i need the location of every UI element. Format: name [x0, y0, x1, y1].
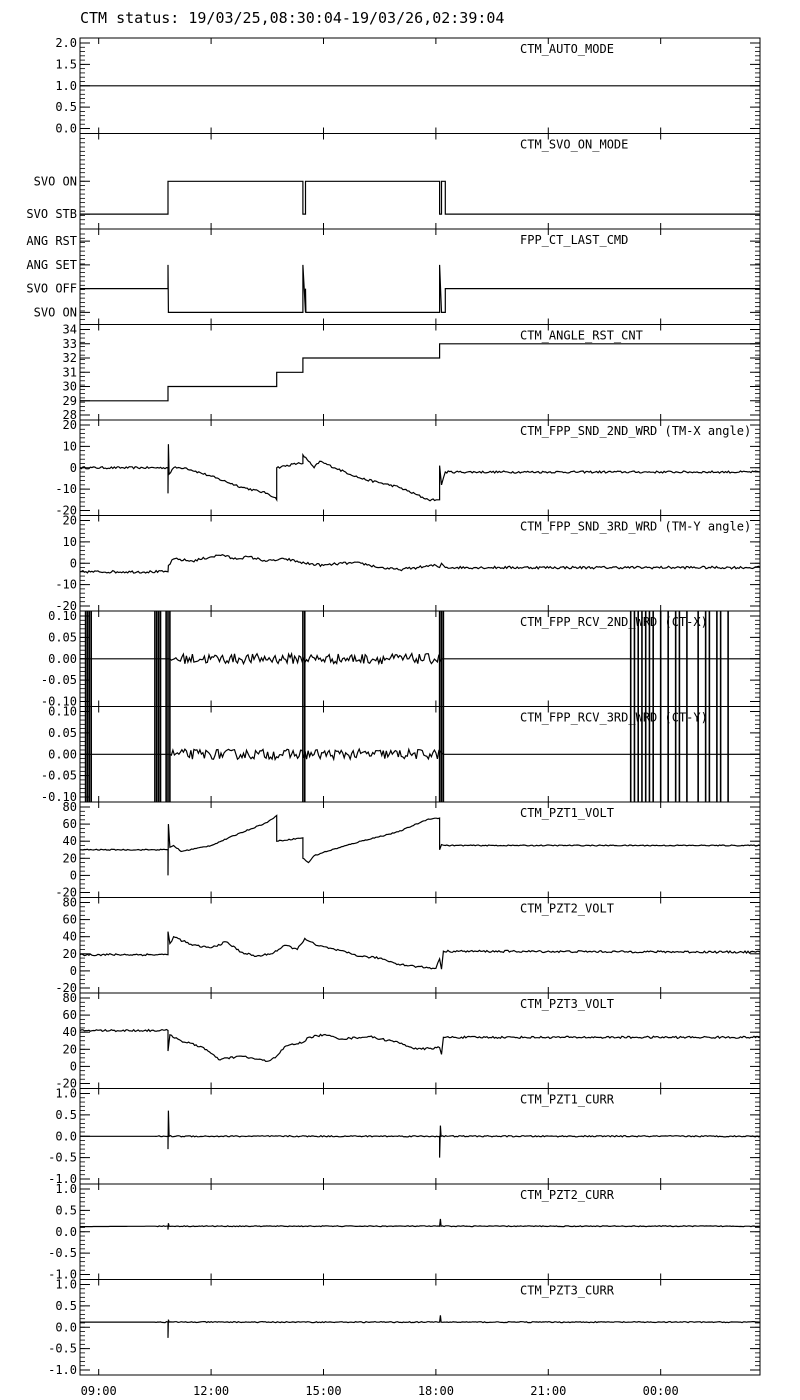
- y-tick-label: -1.0: [48, 1172, 77, 1186]
- panel-label: CTM_PZT1_CURR: [520, 1092, 614, 1107]
- y-tick-label: 0.0: [55, 121, 77, 136]
- y-tick-label: 33: [62, 336, 77, 351]
- y-tick-label: 20: [62, 418, 77, 432]
- y-tick-label: 20: [62, 1042, 77, 1057]
- y-tick-label: SVO ON: [33, 174, 77, 189]
- y-tick-label: SVO STB: [26, 207, 77, 222]
- panel-frame-2: [80, 229, 760, 325]
- y-tick-label: 1.0: [55, 1182, 77, 1196]
- x-tick-label: 21:00: [530, 1384, 567, 1398]
- x-tick-label: 15:00: [305, 1384, 342, 1398]
- y-tick-label: 80: [62, 800, 77, 814]
- panel-frame-8: [80, 802, 760, 898]
- y-tick-label: 60: [62, 912, 77, 927]
- y-tick-label: -20: [55, 1076, 77, 1091]
- y-tick-label: -0.10: [40, 694, 77, 709]
- panel-frame-12: [80, 1184, 760, 1280]
- panel-label: CTM_PZT2_CURR: [520, 1188, 614, 1202]
- y-tick-label: 0.5: [55, 1203, 77, 1218]
- panel-label: CTM_PZT3_CURR: [520, 1283, 614, 1298]
- y-tick-label: -0.05: [40, 768, 77, 783]
- y-tick-label: 0.0: [55, 1320, 77, 1335]
- y-tick-label: 0.05: [48, 725, 77, 740]
- y-tick-label: 0.00: [48, 747, 77, 762]
- panel-label: FPP_CT_LAST_CMD: [520, 233, 629, 247]
- y-tick-label: 40: [62, 1025, 77, 1040]
- series-line: [80, 344, 760, 401]
- panel-label: CTM_PZT1_VOLT: [520, 806, 614, 820]
- y-tick-label: -0.10: [40, 790, 77, 804]
- panel-frame-9: [80, 898, 760, 994]
- x-tick-label: 00:00: [642, 1384, 679, 1398]
- y-tick-label: 0.5: [55, 100, 77, 115]
- panel-label: CTM_FPP_RCV_3RD_WRD (CT-Y): [520, 710, 708, 725]
- y-tick-label: 1.0: [55, 1086, 77, 1101]
- y-tick-label: 0.5: [55, 1298, 77, 1313]
- series-line: [80, 444, 760, 501]
- series-line: [80, 654, 760, 664]
- panel-frame-10: [80, 993, 760, 1089]
- panel-label: CTM_ANGLE_RST_CNT: [520, 328, 643, 343]
- y-tick-label: 0.00: [48, 651, 77, 666]
- y-tick-label: 30: [62, 379, 77, 394]
- y-tick-label: 10: [62, 534, 77, 549]
- y-tick-label: -0.5: [48, 1246, 77, 1261]
- series-line: [80, 181, 760, 214]
- y-tick-label: 0.0: [55, 1224, 77, 1239]
- y-tick-label: 40: [62, 929, 77, 944]
- panel-label: CTM_FPP_SND_2ND_WRD (TM-X angle): [520, 424, 752, 438]
- panel-frame-13: [80, 1280, 760, 1376]
- series-line: [80, 1111, 760, 1158]
- y-tick-label: -0.05: [40, 673, 77, 688]
- y-tick-label: -1.0: [48, 1363, 77, 1377]
- page-title: CTM status: 19/03/25,08:30:04-19/03/26,02:39:04: [80, 9, 505, 27]
- y-tick-label: -0.5: [48, 1150, 77, 1165]
- y-tick-label: 1.0: [55, 1277, 77, 1292]
- y-tick-label: -20: [55, 503, 77, 518]
- y-tick-label: ANG SET: [26, 257, 77, 272]
- y-tick-label: -20: [55, 981, 77, 995]
- y-tick-label: -20: [55, 599, 77, 613]
- series-line: [80, 1219, 760, 1230]
- series-line: [80, 932, 760, 970]
- y-tick-label: 34: [62, 322, 77, 337]
- y-tick-label: 31: [62, 365, 77, 380]
- y-tick-label: 2.0: [55, 36, 77, 50]
- y-tick-label: 0.10: [48, 704, 77, 719]
- y-tick-label: -10: [55, 577, 77, 592]
- y-tick-label: 0.0: [55, 1129, 77, 1144]
- series-line: [80, 816, 760, 876]
- y-tick-label: 0: [69, 556, 77, 571]
- y-tick-label: 0.05: [48, 630, 77, 645]
- y-tick-label: 0.5: [55, 1107, 77, 1122]
- y-tick-label: -0.5: [48, 1341, 77, 1356]
- y-tick-label: 1.5: [55, 57, 77, 72]
- panel-label: CTM_PZT2_VOLT: [520, 901, 614, 916]
- panel-label: CTM_AUTO_MODE: [520, 42, 614, 56]
- panel-label: CTM_SVO_ON_MODE: [520, 137, 629, 152]
- y-tick-label: 20: [62, 513, 77, 528]
- y-tick-label: 1.0: [55, 78, 77, 93]
- y-tick-label: 0: [69, 868, 77, 883]
- y-tick-label: 10: [62, 439, 77, 454]
- y-tick-label: 80: [62, 895, 77, 910]
- panel-label: CTM_PZT3_VOLT: [520, 997, 614, 1011]
- series-line: [80, 749, 760, 759]
- series-line: [80, 1315, 760, 1338]
- y-tick-label: -1.0: [48, 1267, 77, 1282]
- y-tick-label: ANG RST: [26, 234, 77, 249]
- y-tick-label: 60: [62, 817, 77, 832]
- y-tick-label: 32: [62, 351, 77, 365]
- y-tick-label: 60: [62, 1008, 77, 1023]
- y-tick-label: SVO ON: [33, 305, 77, 320]
- y-tick-label: 80: [62, 991, 77, 1005]
- series-line: [80, 265, 760, 313]
- y-tick-label: 0: [69, 963, 77, 978]
- y-tick-label: 20: [62, 946, 77, 961]
- panel-label: CTM_FPP_RCV_2ND_WRD (CT-X): [520, 615, 708, 629]
- y-tick-label: 20: [62, 851, 77, 866]
- y-tick-label: 0: [69, 1059, 77, 1074]
- panel-label: CTM_FPP_SND_3RD_WRD (TM-Y angle): [520, 519, 752, 534]
- y-tick-label: 40: [62, 834, 77, 849]
- y-tick-label: SVO OFF: [26, 281, 77, 296]
- y-tick-label: -10: [55, 482, 77, 497]
- x-tick-label: 18:00: [417, 1384, 454, 1398]
- x-tick-label: 09:00: [80, 1384, 117, 1398]
- panel-frame-3: [80, 325, 760, 421]
- series-line: [80, 1030, 760, 1062]
- series-line: [80, 555, 760, 573]
- y-tick-label: -20: [55, 885, 77, 900]
- y-tick-label: 29: [62, 393, 77, 408]
- y-tick-label: 0: [69, 460, 77, 475]
- y-tick-label: 0.10: [48, 609, 77, 623]
- x-tick-label: 12:00: [193, 1384, 230, 1398]
- y-tick-label: 28: [62, 408, 77, 422]
